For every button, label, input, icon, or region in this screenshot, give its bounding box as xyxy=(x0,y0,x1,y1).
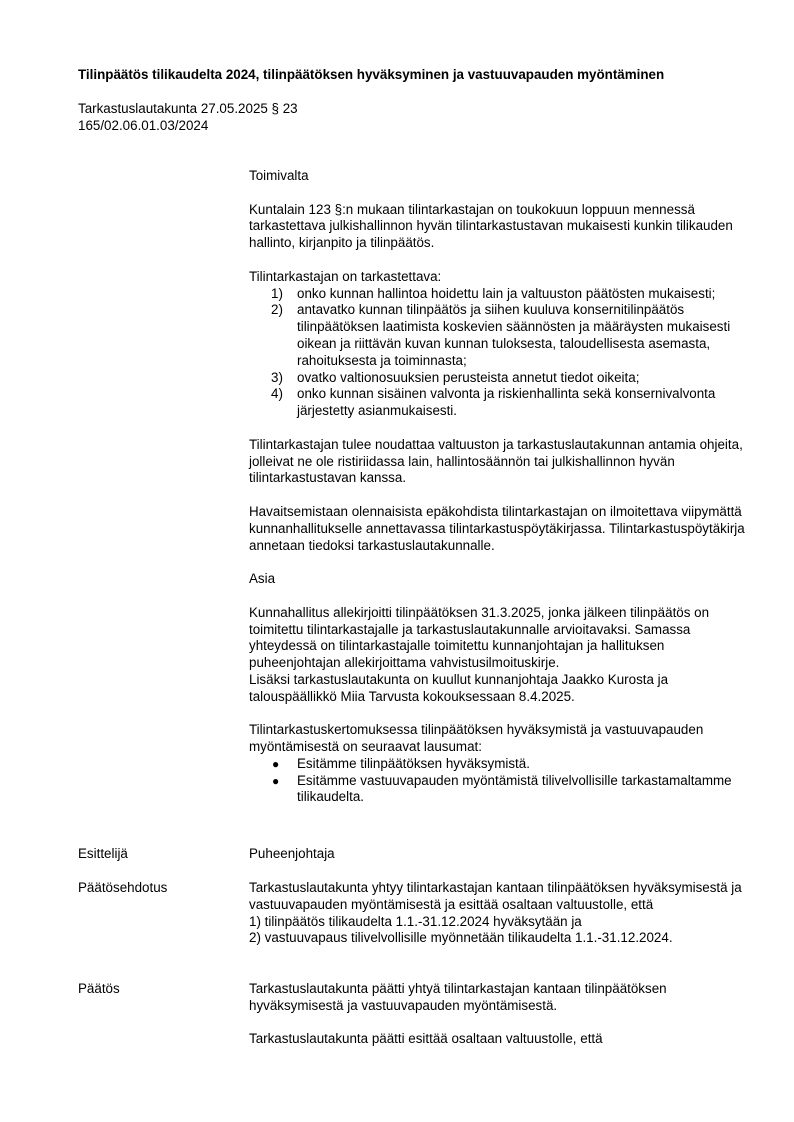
list-item-number: 4) xyxy=(271,386,283,402)
asia-paragraph-1-main: Kunnahallitus allekirjoitti tilinpäätöksen 31.3.2025, jonka jälkeen tilinpäätös on toimitettu tilintarkastajalle ja tarkastuslautakunnalle arvioitavaksi. Samassa yhteydessä on tilintarkastajalle toimitettu kunnanjohtajan ja hallituksen puheenjohtajan allekirjoittama vahvistusilmoituskirje. xyxy=(249,604,710,671)
meeting-reference: Tarkastuslautakunta 27.05.2025 § 23 xyxy=(78,101,298,116)
decision-paragraph-2: Tarkastuslautakunta päätti esittää osaltaan valtuustolle, että xyxy=(249,1031,603,1047)
section-heading-asia: Asia xyxy=(249,571,276,587)
section-heading-toimivalta: Toimivalta xyxy=(249,168,309,183)
list-item-text: Esitämme vastuuvapauden myöntämistä tilivelvollisille tarkastamaltamme tilikaudelta. xyxy=(297,772,732,805)
list-item xyxy=(249,302,749,369)
proposal-text: Tarkastuslautakunta yhtyy tilintarkastajan kantaan tilinpäätöksen hyväksymisestä ja vastuuvapauden myöntämisestä ja esittää osaltaan valtuustolle, että xyxy=(249,880,742,912)
proposal-content xyxy=(249,880,749,947)
decision-paragraph-1: Tarkastuslautakunta päätti yhtyä tilintarkastajan kantaan tilinpäätöksen hyväksymisestä ja vastuuvapauden myöntämisestä. xyxy=(249,981,667,1013)
list-item-text: onko kunnan hallintoa hoidettu lain ja valtuuston päätösten mukaisesti; xyxy=(297,285,716,301)
list-item-text: onko kunnan sisäinen valvonta ja riskienhallinta sekä konsernivalvonta järjestetty asianmukaisesti. xyxy=(297,386,716,419)
asia-paragraph-1 xyxy=(249,605,749,706)
decision-content xyxy=(249,981,749,1065)
toimivalta-list-block xyxy=(249,269,749,420)
toimivalta-paragraph-3: Havaitsemistaan olennaisista epäkohdista tilintarkastajan on ilmoitettava viipymättä kunnanhallitukselle annettavassa tilintarkastuspöytäkirjassa. Tilintarkastuspöytäkirja annetaan tiedoksi tarkastuslautakunnalle. xyxy=(249,503,745,553)
list-item xyxy=(249,756,749,773)
list-item xyxy=(249,286,749,303)
list-item xyxy=(249,386,749,420)
list-item-text: Esitämme tilinpäätöksen hyväksymistä. xyxy=(297,755,530,771)
asia-paragraph-2: Tilintarkastuskertomuksessa tilinpäätöksen hyväksymistä ja vastuuvapauden myöntämisestä on seuraavat lausumat: xyxy=(249,722,704,755)
document-title: Tilinpäätös tilikaudelta 2024, tilinpäätöksen hyväksyminen ja vastuuvapauden myöntäminen xyxy=(78,67,665,82)
list-item xyxy=(249,773,749,807)
proposal-item-1: 1) tilinpäätös tilikaudelta 1.1.-31.12.2024 hyväksytään ja xyxy=(249,913,582,929)
asia-statements-block xyxy=(249,722,749,806)
bullet-icon: ● xyxy=(272,773,280,788)
list-item-number: 1) xyxy=(271,285,283,301)
record-id: 165/02.06.01.03/2024 xyxy=(78,117,209,133)
meeting-meta xyxy=(78,101,298,135)
toimivalta-paragraph-1: Kuntalain 123 §:n mukaan tilintarkastajan on toukokuun loppuun mennessä tarkastettava julkishallinnon hyvän tilintarkastustavan mukaisesti kunkin tilikauden hallinto, kirjanpito ja tilinpäätös. xyxy=(249,201,733,251)
proposal-label: Päätösehdotus xyxy=(78,880,168,895)
list-item-number: 2) xyxy=(271,302,283,318)
list-item xyxy=(249,370,749,387)
bullet-icon: ● xyxy=(272,756,280,771)
presenter-label: Esittelijä xyxy=(78,846,128,861)
audit-requirements-list xyxy=(249,286,749,420)
list-item-number: 3) xyxy=(271,369,283,385)
list-item-text: antavatko kunnan tilinpäätös ja siihen kuuluva konsernitilinpäätös tilinpäätöksen laatimista koskevien säännösten ja määräysten mukaisesti oikean ja riittävän kuvan kunnan tuloksesta, taloudellisesta asemasta, rahoituksesta ja toiminnasta; xyxy=(297,302,731,368)
list-item-text: ovatko valtionosuuksien perusteista annetut tiedot oikeita; xyxy=(297,369,640,385)
proposal-item-2: 2) vastuuvapaus tilivelvollisille myönnetään tilikaudelta 1.1.-31.12.2024. xyxy=(249,930,673,946)
main-body xyxy=(249,168,749,806)
toimivalta-paragraph-2: Tilintarkastajan tulee noudattaa valtuuston ja tarkastuslautakunnan antamia ohjeita, jolleivat ne ole ristiriidassa lain, hallintosäännön tai julkishallinnon hyvän tilintarkastustavan kanssa. xyxy=(249,436,743,486)
decision-label: Päätös xyxy=(78,981,120,996)
asia-paragraph-1-extra: Lisäksi tarkastuslautakunta on kuullut kunnanjohtaja Jaakko Kurosta ja talouspäällikkö Miia Tarvusta kokouksessaan 8.4.2025. xyxy=(249,671,669,704)
presenter-value: Puheenjohtaja xyxy=(249,846,335,861)
toimivalta-list-intro: Tilintarkastajan on tarkastettava: xyxy=(249,268,442,284)
audit-statements-list xyxy=(249,756,749,806)
